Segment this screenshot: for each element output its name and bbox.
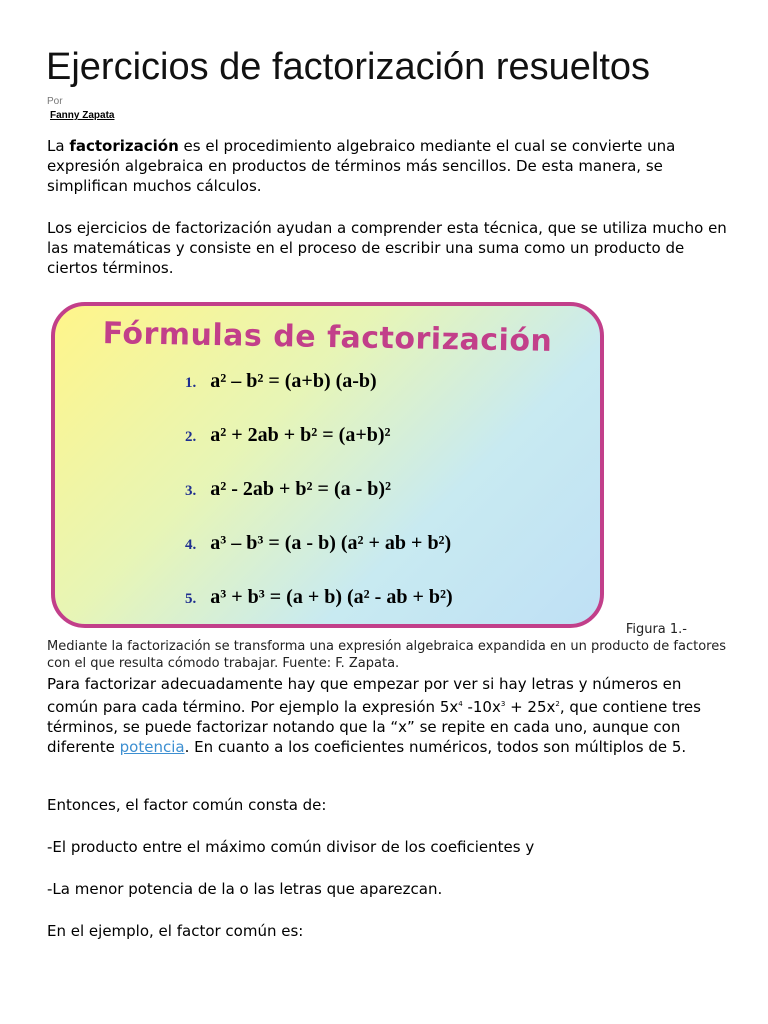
formula-text: a³ – b³ = (a - b) (a² + ab + b²) <box>210 532 452 554</box>
factor-item-2: -La menor potencia de la o las letras que aparezcan. <box>47 880 443 898</box>
exponent: 4 <box>458 700 463 708</box>
p3-part1: Para factorizar adecuadamente hay que empezar por ver si hay letras y números en común para cada término. Por ejemplo la expresión 5x <box>47 675 682 716</box>
figure-title: Fórmulas de factorización <box>102 316 553 359</box>
common-factor-paragraph <box>47 674 727 757</box>
intro-paragraph <box>47 136 727 196</box>
potencia-link[interactable]: potencia <box>119 738 185 756</box>
intro-prefix: La <box>47 137 70 155</box>
formula-1 <box>185 370 377 393</box>
p3-part4: , que contiene tres términos, se puede factorizar notando que la “x” se repite en cada uno, aunque con diferente <box>47 698 701 756</box>
formula-number: 3. <box>185 483 197 499</box>
formula-3 <box>185 478 391 501</box>
formula-text: a² – b² = (a+b) (a-b) <box>210 370 377 392</box>
example-paragraph: En el ejemplo, el factor común es: <box>47 922 304 940</box>
exercises-paragraph: Los ejercicios de factorización ayudan a comprender esta técnica, que se utiliza mucho en las matemáticas y consiste en el proceso de escribir una suma como un producto de ciertos términos. <box>47 219 727 277</box>
formula-text: a² - 2ab + b² = (a - b)² <box>210 478 392 500</box>
factorization-formulas-figure <box>51 302 604 628</box>
p3-part5: . En cuanto a los coeficientes numéricos, todos son múltiplos de 5. <box>184 738 687 756</box>
factor-definition-paragraph: Entonces, el factor común consta de: <box>47 796 327 814</box>
factor-item-1: -El producto entre el máximo común divisor de los coeficientes y <box>47 838 535 856</box>
formula-4 <box>185 532 451 555</box>
intro-rest: es el procedimiento algebraico mediante el cual se convierte una expresión algebraica en productos de términos más sencillos. De esta manera, se simplifican muchos cálculos. <box>47 137 676 195</box>
byline-label: Por <box>47 96 63 107</box>
formula-2 <box>185 424 391 447</box>
p3-part2: -10x <box>462 698 501 716</box>
formula-number: 5. <box>185 591 197 607</box>
formula-number: 2. <box>185 429 197 445</box>
formula-text: a³ + b³ = (a + b) (a² - ab + b²) <box>210 586 453 608</box>
exponent: 3 <box>500 700 506 708</box>
exponent: 2 <box>555 700 560 708</box>
formula-number: 1. <box>185 375 197 391</box>
formula-number: 4. <box>185 537 197 553</box>
caption-text: Mediante la factorización se transforma una expresión algebraica expandida en un producto de factores con el que resulta cómodo trabajar. Fuente: F. Zapata. <box>47 639 726 671</box>
caption-label: Figura 1.- <box>625 622 687 637</box>
p3-part3: + 25x <box>505 698 556 716</box>
author-link[interactable]: Fanny Zapata <box>50 110 115 121</box>
formula-text: a² + 2ab + b² = (a+b)² <box>210 424 391 446</box>
formula-5 <box>185 586 453 609</box>
figure-caption <box>47 621 727 672</box>
page-title: Ejercicios de factorización resueltos <box>46 46 651 88</box>
factorizacion-term: factorización <box>69 137 179 155</box>
